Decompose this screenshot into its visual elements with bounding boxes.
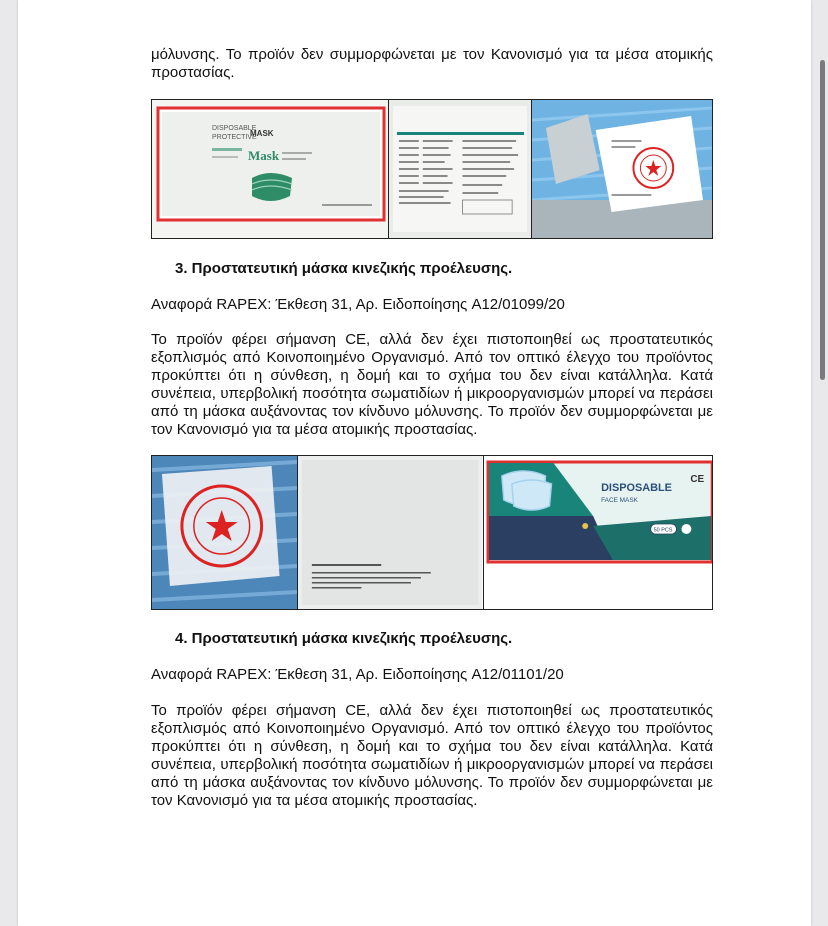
box1-line2: PROTECTIVE xyxy=(212,134,257,141)
section-3-reference: Αναφορά RAPEX: Έκθεση 31, Αρ. Ειδοποίησης A12/01099/20 xyxy=(151,296,565,313)
box1-line1: DISPOSABLE xyxy=(212,125,257,132)
section-4-body: Το προϊόν φέρει σήμανση CE, αλλά δεν έχει πιστοποιηθεί ως προστατευτικός εξοπλισμός από Κοινοποιημένο Οργανισμό. Από τον οπτικό έλεγχο του προϊόντος προκύπτει ότι η σύνθεση, η δομή και το σχήμα του δεν είναι κατάλληλα. Κατά συνέπεια, υπερβολική ποσότητα σωματιδίων ή μικροοργανισμών μπορεί να περάσει από τη μάσκα αυξάνοντας τον κίνδυνο μόλυνσης. Το προϊόν δεν συμμορφώνεται με τον Κανονισμό για τα μέσα ατομικής προστασίας. xyxy=(151,702,713,809)
photo-blue-masks-with-cert xyxy=(531,100,712,238)
photo-disposable-face-mask-box xyxy=(483,456,712,609)
section-3-heading: 3. Προστατευτική μάσκα κινεζικής προέλευσης. xyxy=(175,260,513,277)
document-page xyxy=(18,0,811,926)
box1-brand: Mask xyxy=(248,148,280,163)
photo-mask-box-side xyxy=(388,100,531,238)
section-4-heading: 4. Προστατευτική μάσκα κινεζικής προέλευσης. xyxy=(175,630,513,647)
box2-count: 50 PCS xyxy=(653,527,673,534)
ce-mark: CE xyxy=(690,473,704,486)
box2-line1: DISPOSABLE xyxy=(600,481,672,495)
section-4-reference: Αναφορά RAPEX: Έκθεση 31, Αρ. Ειδοποίησης A12/01101/20 xyxy=(151,666,564,683)
photo-blue-masks-with-stamp xyxy=(152,456,297,609)
top-paragraph: μόλυνσης. Το προϊόν δεν συμμορφώνεται με τον Κανονισμό για τα μέσα ατομικής προστασίας. xyxy=(151,46,713,81)
section-3-body: Το προϊόν φέρει σήμανση CE, αλλά δεν έχει πιστοποιηθεί ως προστατευτικός εξοπλισμός από Κοινοποιημένο Οργανισμό. Από τον οπτικό έλεγχο του προϊόντος προκύπτει ότι η σύνθεση, η δομή και το σχήμα του δεν είναι κατάλληλα. Κατά συνέπεια, υπερβολική ποσότητα σωματιδίων ή μικροοργανισμών μπορεί να περάσει από τη μάσκα αυξάνοντας τον κίνδυνο μόλυνσης. Το προϊόν δεν συμμορφώνεται με τον Κανονισμό για τα μέσα ατομικής προστασίας. xyxy=(151,331,713,438)
box2-line2: FACE MASK xyxy=(600,496,638,505)
photo-strip-1 xyxy=(151,99,713,239)
vertical-scrollbar[interactable] xyxy=(820,60,825,380)
photo-box-label-side xyxy=(297,456,482,609)
box1-word: MASK xyxy=(250,129,274,138)
photo-mask-box-front xyxy=(152,100,388,238)
photo-strip-2 xyxy=(151,455,713,610)
